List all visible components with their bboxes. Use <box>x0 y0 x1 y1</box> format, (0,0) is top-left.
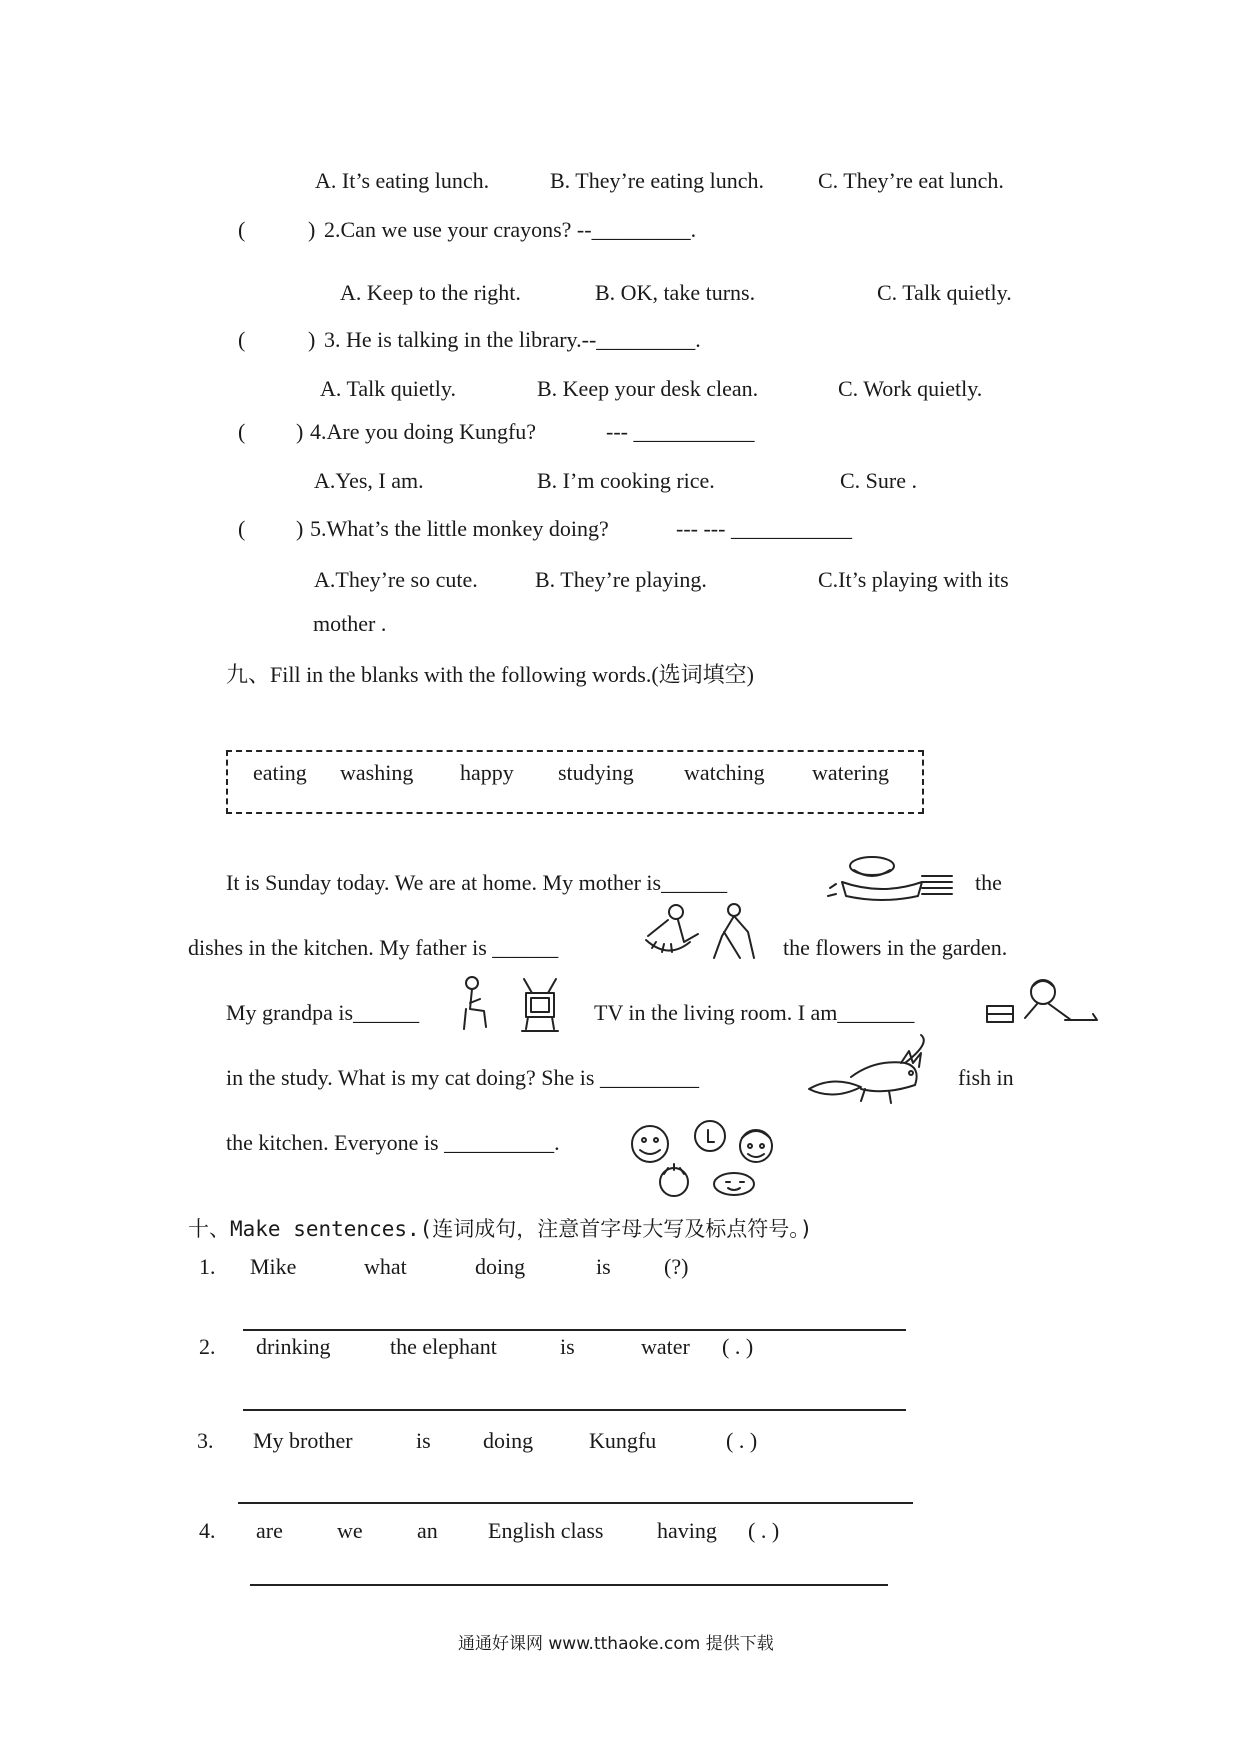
q5-option-a: A.They’re so cute. <box>314 567 478 592</box>
q2-option-c: C. Talk quietly. <box>877 280 1012 305</box>
sentence-3-word: Kungfu <box>589 1428 657 1453</box>
grandpa-watching-tv-illustration <box>456 975 576 1035</box>
q3-option-b: B. Keep your desk clean. <box>537 376 759 401</box>
q2-bracket-open: ( <box>238 217 246 242</box>
sentence-4-word: ( . ) <box>748 1518 780 1543</box>
sentence-4-word: having <box>657 1518 717 1543</box>
sentence-4-answer-line <box>250 1584 888 1586</box>
q4-bracket-open: ( <box>238 419 246 444</box>
passage-line-2-end: the flowers in the garden. <box>783 935 1008 960</box>
word-bank-word: happy <box>460 760 514 785</box>
passage-line-3: My grandpa is______ <box>226 1000 420 1025</box>
passage-line-1: It is Sunday today. We are at home. My mother is______ <box>226 870 728 895</box>
q1-option-a: A. It’s eating lunch. <box>315 168 490 193</box>
footer-download-note: 通通好课网 www.tthaoke.com 提供下载 <box>458 1634 774 1654</box>
q5-answer-prompt: --- --- ___________ <box>676 516 852 541</box>
word-bank-word: watching <box>684 760 765 785</box>
q3-bracket-close: ) <box>308 327 316 352</box>
q5-option-c: C.It’s playing with its <box>818 567 1009 592</box>
word-bank-word: washing <box>340 760 414 785</box>
passage-line-3-end: TV in the living room. I am_______ <box>594 1000 915 1025</box>
sentence-2-word: is <box>560 1334 575 1359</box>
sentence-2-word: ( . ) <box>722 1334 754 1359</box>
sentence-1-word: what <box>364 1254 407 1279</box>
washing-dishes-illustration <box>822 852 962 902</box>
sentence-3-word: is <box>416 1428 431 1453</box>
sentence-1-word: is <box>596 1254 611 1279</box>
q4-answer-prompt: --- ___________ <box>606 419 755 444</box>
q5-bracket-close: ) <box>296 516 304 541</box>
sentence-3-word: doing <box>483 1428 534 1453</box>
studying-boy-illustration <box>985 978 1100 1028</box>
sentence-3-word: ( . ) <box>726 1428 758 1453</box>
cat-eating-fish-illustration <box>805 1033 940 1105</box>
sentence-1-word: Mike <box>250 1254 297 1279</box>
sentence-1-word: (?) <box>664 1254 689 1279</box>
sentence-4-word: an <box>417 1518 438 1543</box>
happy-faces-illustration <box>624 1116 784 1200</box>
section-9-title: 九、Fill in the blanks with the following words.(选词填空) <box>226 662 754 687</box>
sentence-2-word: water <box>641 1334 690 1359</box>
word-bank-word: watering <box>812 760 889 785</box>
sentence-1-answer-line <box>243 1329 906 1331</box>
q5-option-c-continued: mother . <box>313 611 387 636</box>
q4-stem: 4.Are you doing Kungfu? <box>310 419 537 444</box>
sentence-3-number: 3. <box>197 1428 214 1453</box>
q2-bracket-close: ) <box>308 217 316 242</box>
passage-line-4-end: fish in <box>958 1065 1014 1090</box>
watering-flowers-illustration <box>638 902 768 966</box>
sentence-4-word: are <box>256 1518 283 1543</box>
section-10-title: 十、Make sentences.(连词成句，注意首字母大写及标点符号。) <box>188 1217 813 1241</box>
q4-option-b: B. I’m cooking rice. <box>537 468 715 493</box>
sentence-1-number: 1. <box>199 1254 216 1279</box>
sentence-2-word: drinking <box>256 1334 331 1359</box>
q3-bracket-open: ( <box>238 327 246 352</box>
sentence-4-word: we <box>337 1518 363 1543</box>
sentence-1-word: doing <box>475 1254 526 1279</box>
q1-option-b: B. They’re eating lunch. <box>550 168 765 193</box>
sentence-3-answer-line <box>238 1502 913 1504</box>
passage-line-1-end: the <box>975 870 1002 895</box>
sentence-2-word: the elephant <box>390 1334 497 1359</box>
sentence-2-number: 2. <box>199 1334 216 1359</box>
word-bank-word: studying <box>558 760 634 785</box>
sentence-4-word: English class <box>488 1518 604 1543</box>
sentence-3-word: My brother <box>253 1428 353 1453</box>
q4-option-c: C. Sure . <box>840 468 917 493</box>
sentence-4-number: 4. <box>199 1518 216 1543</box>
q3-option-a: A. Talk quietly. <box>320 376 456 401</box>
q2-option-a: A. Keep to the right. <box>340 280 521 305</box>
passage-line-2: dishes in the kitchen. My father is ______ <box>188 935 559 960</box>
q1-option-c: C. They’re eat lunch. <box>818 168 1004 193</box>
q5-option-b: B. They’re playing. <box>535 567 707 592</box>
passage-line-5: the kitchen. Everyone is __________. <box>226 1130 560 1155</box>
q2-option-b: B. OK, take turns. <box>595 280 756 305</box>
sentence-2-answer-line <box>243 1409 906 1411</box>
q3-option-c: C. Work quietly. <box>838 376 983 401</box>
q2-stem: 2.Can we use your crayons? --_________. <box>324 217 697 242</box>
q4-bracket-close: ) <box>296 419 304 444</box>
word-bank-word: eating <box>253 760 307 785</box>
q4-option-a: A.Yes, I am. <box>314 468 424 493</box>
q5-bracket-open: ( <box>238 516 246 541</box>
q3-stem: 3. He is talking in the library.--_________. <box>324 327 701 352</box>
passage-line-4: in the study. What is my cat doing? She is _________ <box>226 1065 699 1090</box>
q5-stem: 5.What’s the little monkey doing? <box>310 516 609 541</box>
